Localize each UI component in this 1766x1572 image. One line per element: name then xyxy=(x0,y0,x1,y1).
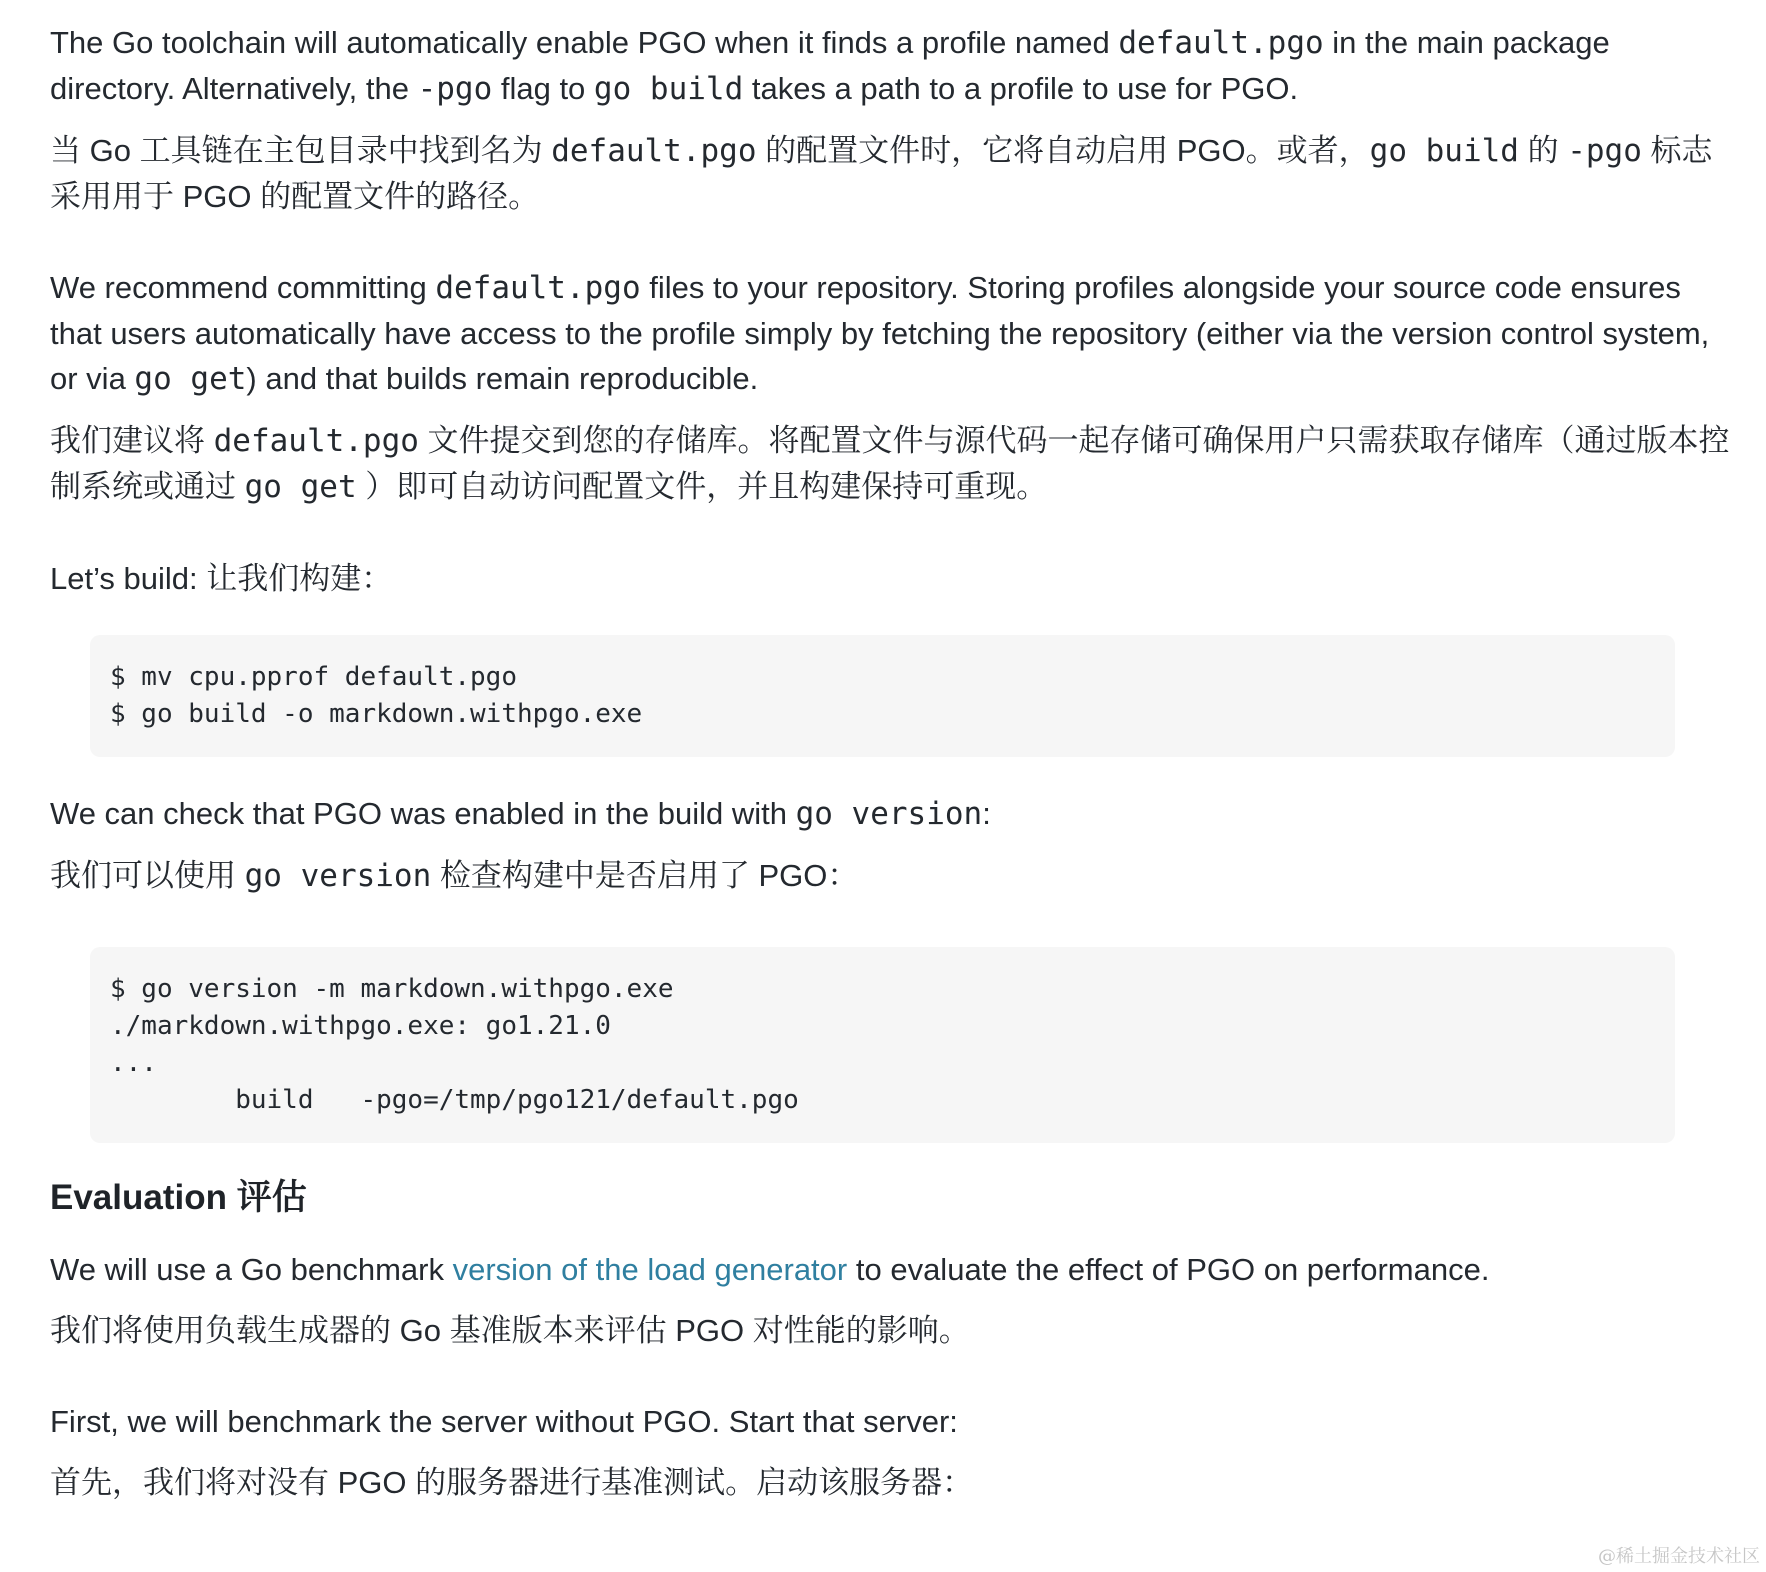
inline-code: -pgo xyxy=(417,71,493,107)
text: We can check that PGO was enabled in the build with xyxy=(50,796,796,831)
inline-code: default.pgo xyxy=(213,423,419,459)
text: 标志采用用于 PGO 的配置文件的路径。 xyxy=(50,133,1713,214)
text: flag to xyxy=(492,71,594,106)
paragraph-commit-profiles-zh xyxy=(50,418,1730,510)
paragraph-pgo-enable xyxy=(50,20,1730,112)
paragraph-first-benchmark-zh: 首先，我们将对没有 PGO 的服务器进行基准测试。启动该服务器： xyxy=(50,1465,974,1500)
text: 当 Go 工具链在主包目录中找到名为 xyxy=(50,133,552,168)
text: 的 xyxy=(1518,133,1568,168)
inline-code: go get xyxy=(134,361,247,397)
inline-code: default.pgo xyxy=(435,270,641,306)
paragraph-benchmark-zh: 我们将使用负载生成器的 Go 基准版本来评估 PGO 对性能的影响。 xyxy=(50,1313,970,1348)
paragraph-check-pgo xyxy=(50,791,1730,837)
paragraph-pgo-enable-zh xyxy=(50,128,1730,219)
inline-code: default.pgo xyxy=(1118,25,1324,61)
text: We will use a Go benchmark xyxy=(50,1252,453,1287)
text: 的配置文件时，它将自动启用 PGO。或者， xyxy=(756,133,1370,168)
text: We recommend committing xyxy=(50,270,436,305)
text: in the main package directory. Alternatively, the xyxy=(50,25,1610,106)
text: to evaluate the effect of PGO on performance. xyxy=(847,1252,1490,1287)
inline-code: default.pgo xyxy=(551,133,757,169)
inline-code: go build xyxy=(1369,133,1519,169)
watermark: @稀土掘金技术社区 xyxy=(1598,1546,1760,1567)
inline-code: -pgo xyxy=(1567,133,1642,169)
text: 我们可以使用 xyxy=(50,858,245,893)
inline-code: go version xyxy=(244,858,432,894)
code-block-version: $ go version -m markdown.withpgo.exe ./markdown.withpgo.exe: go1.21.0 ... build -pgo=/tmp/pgo121/default.pgo xyxy=(90,947,1675,1143)
paragraph-check-pgo-zh xyxy=(50,853,1730,899)
text: 文件提交到您的存储库。将配置文件与源代码一起存储可确保用户只需获取存储库（通过版本控制系统或通过 xyxy=(50,423,1730,504)
text: ) and that builds remain reproducible. xyxy=(246,361,759,396)
section-heading-evaluation: Evaluation 评估 xyxy=(50,1178,307,1217)
load-generator-link[interactable]: version of the load generator xyxy=(452,1252,848,1287)
text: files to your repository. Storing profiles alongside your source code ensures that users automatically have access to the profile simply by fetching the repository (either via the version control system, or via xyxy=(50,270,1710,396)
text: ）即可自动访问配置文件，并且构建保持可重现。 xyxy=(356,469,1048,504)
paragraph-commit-profiles xyxy=(50,265,1730,402)
code-block-build: $ mv cpu.pprof default.pgo $ go build -o markdown.withpgo.exe xyxy=(90,635,1675,757)
text: The Go toolchain will automatically enable PGO when it finds a profile named xyxy=(50,25,1119,60)
article-content xyxy=(50,20,1730,1505)
paragraph-first-benchmark: First, we will benchmark the server without PGO. Start that server: xyxy=(50,1404,958,1439)
inline-code: go get xyxy=(244,469,357,505)
paragraph-benchmark xyxy=(50,1247,1730,1292)
inline-code: go build xyxy=(593,71,744,107)
text: 我们建议将 xyxy=(50,423,214,458)
text: takes a path to a profile to use for PGO. xyxy=(743,71,1299,106)
text: 检查构建中是否启用了 PGO： xyxy=(431,858,859,893)
text: : xyxy=(982,796,991,831)
inline-code: go version xyxy=(795,796,983,832)
paragraph-lets-build: Let’s build: 让我们构建： xyxy=(50,561,393,596)
